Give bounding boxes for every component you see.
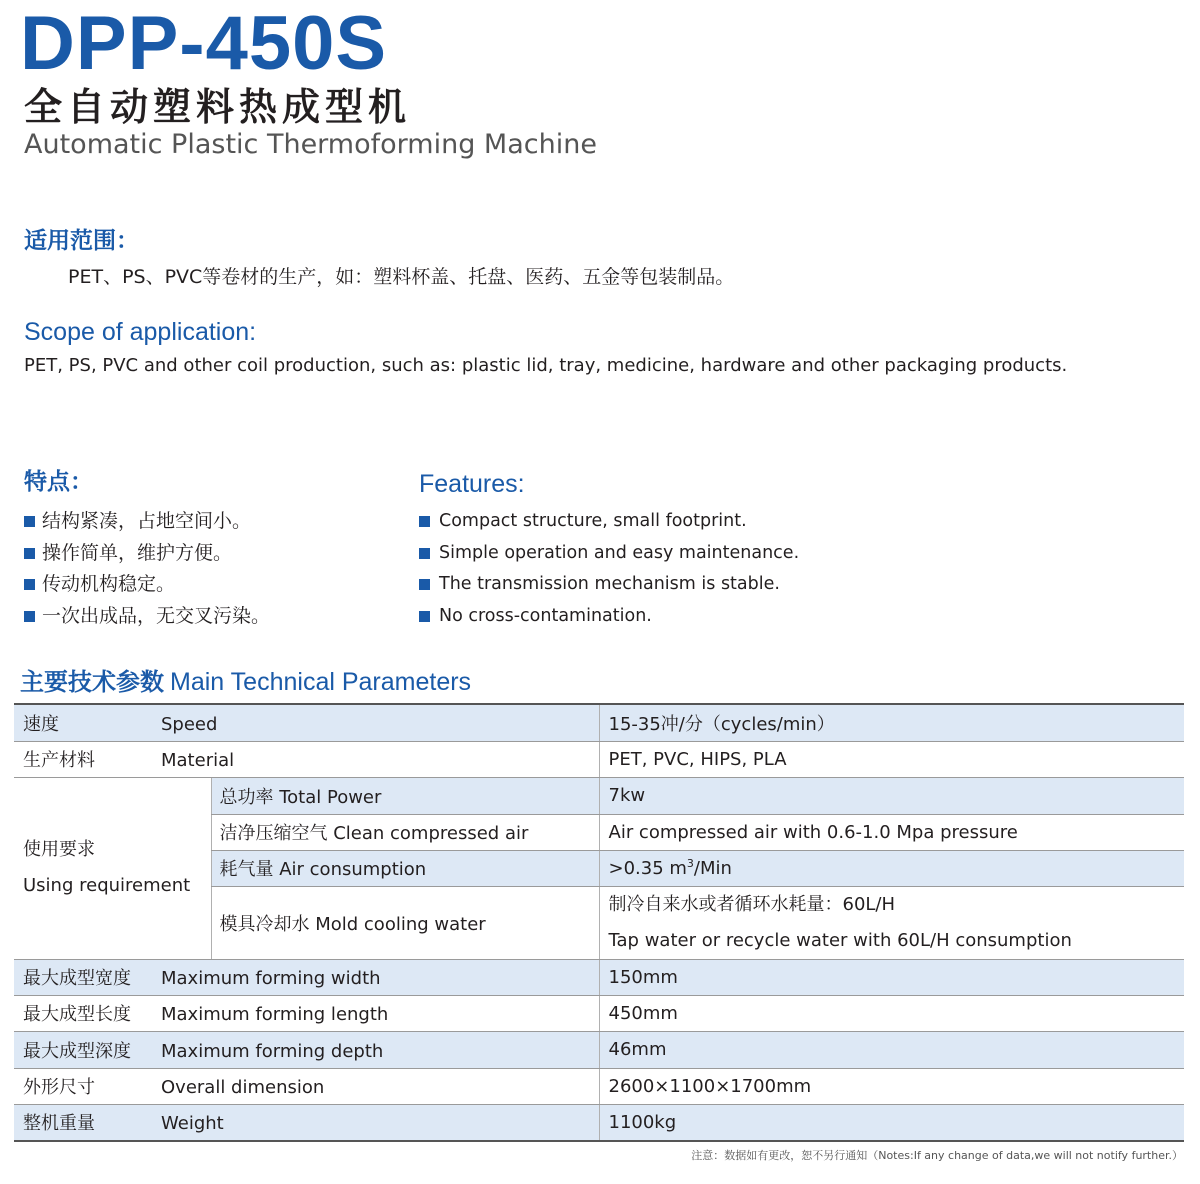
product-title-cn: 全自动塑料热成型机 [24,85,412,129]
feature-item-cn: 一次出成品，无交叉污染。 [24,603,270,635]
param-sublabel: 模具冷却水 Mold cooling water [211,886,599,959]
features-heading-cn: 特点： [24,469,93,495]
table-row [14,777,1184,814]
square-bullet-icon [419,611,430,622]
product-title-en: Automatic Plastic Thermoforming Machine [24,129,597,160]
param-label: 最大成型宽度 Maximum forming width [14,959,599,995]
param-label: 生产材料 Material [14,741,599,777]
square-bullet-icon [24,548,35,559]
param-sublabel: 总功率 Total Power [211,777,599,814]
param-value: 制冷自来水或者循环水耗量：60L/H Tap water or recycle water with 60L/H consumption [599,886,1184,959]
param-sublabel: 洁净压缩空气 Clean compressed air [211,814,599,850]
table-row [14,1104,1184,1141]
features-list-en [419,508,799,634]
param-value: Air compressed air with 0.6-1.0 Mpa pressure [599,814,1184,850]
footnote: 注意：数据如有更改，恕不另行通知（Notes:If any change of data,we will not notify further.） [691,1149,1183,1162]
param-value: 15-35冲/分（cycles/min） [599,704,1184,741]
scope-text-en: PET, PS, PVC and other coil production, such as: plastic lid, tray, medicine, hardware and other packaging products. [24,355,1068,376]
params-heading-cn: 主要技术参数 [20,668,164,696]
param-label: 速度 Speed [14,704,599,741]
params-heading-en: Main Technical Parameters [170,668,472,696]
params-heading [20,665,471,702]
table-row [14,704,1184,741]
param-value: 1100kg [599,1104,1184,1141]
feature-item-cn: 结构紧凑，占地空间小。 [24,508,270,540]
feature-item-cn: 传动机构稳定。 [24,571,270,603]
param-value: 450mm [599,995,1184,1031]
square-bullet-icon [419,579,430,590]
param-sublabel: 耗气量 Air consumption [211,850,599,886]
square-bullet-icon [419,516,430,527]
param-value: 150mm [599,959,1184,995]
square-bullet-icon [419,548,430,559]
table-row [14,995,1184,1031]
param-group-label: 使用要求 Using requirement [14,777,211,959]
param-value: >0.35 $m^3$/Min [599,850,1184,886]
feature-item-en: Simple operation and easy maintenance. [419,540,799,572]
param-label: 最大成型长度 Maximum forming length [14,995,599,1031]
feature-item-cn: 操作简单，维护方便。 [24,540,270,572]
scope-text-cn: PET、PS、PVC等卷材的生产，如：塑料杯盖、托盘、医药、五金等包装制品。 [68,266,735,288]
param-value: 46mm [599,1031,1184,1068]
features-list-cn [24,508,270,634]
square-bullet-icon [24,516,35,527]
table-row [14,1068,1184,1104]
table-row [14,741,1184,777]
param-label: 整机重量 Weight [14,1104,599,1141]
feature-item-en: The transmission mechanism is stable. [419,571,799,603]
model-number: DPP-450S [20,1,388,86]
param-label: 外形尺寸 Overall dimension [14,1068,599,1104]
scope-heading-en: Scope of application: [24,318,257,346]
param-value: 7kw [599,777,1184,814]
table-row [14,1031,1184,1068]
spec-table [14,703,1184,1142]
param-value: PET, PVC, HIPS, PLA [599,741,1184,777]
scope-heading-cn: 适用范围： [24,228,139,254]
square-bullet-icon [24,611,35,622]
table-row [14,959,1184,995]
square-bullet-icon [24,579,35,590]
param-value: 2600×1100×1700mm [599,1068,1184,1104]
feature-item-en: Compact structure, small footprint. [419,508,799,540]
features-heading-en: Features: [419,470,525,498]
feature-item-en: No cross-contamination. [419,603,799,635]
param-label: 最大成型深度 Maximum forming depth [14,1031,599,1068]
